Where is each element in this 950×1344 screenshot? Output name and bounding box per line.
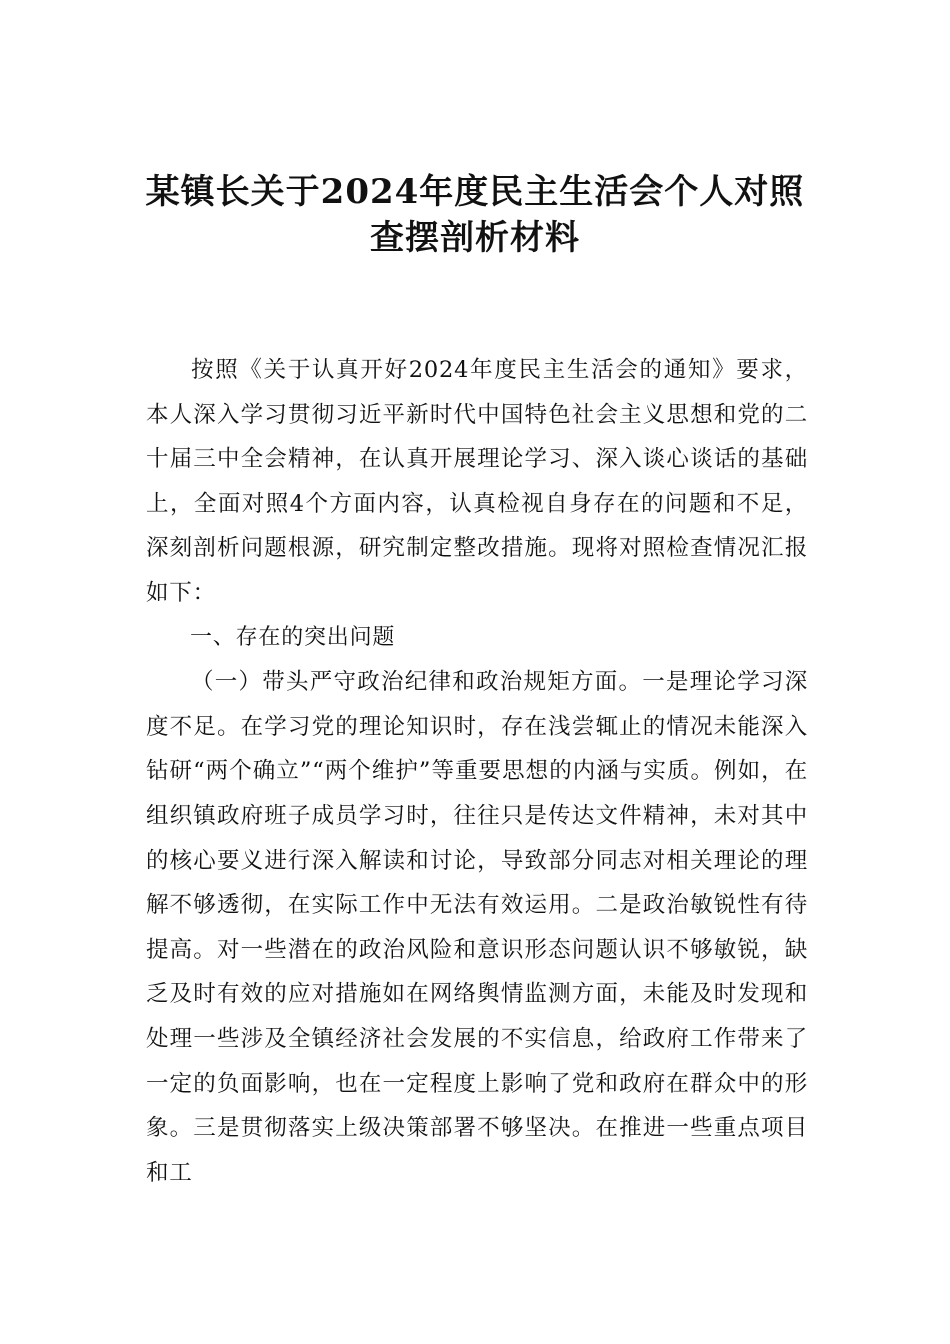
document-title-line1: 某镇长关于2024年度民主生活会个人对照 bbox=[145, 172, 805, 212]
document-title-line2: 查摆剖析材料 bbox=[370, 218, 580, 258]
section-heading: 一、存在的突出问题 bbox=[190, 624, 396, 650]
document-body bbox=[146, 348, 808, 1195]
section-paragraph: （一）带头严守政治纪律和政治规矩方面。一是理论学习深度不足。在学习党的理论知识时，存在浅尝辄止的情况未能深入钻研“两个确立”“两个维护”等重要思想的内涵与实质。例如，在组织镇政府班子成员学习时，往往只是传达文件精神，未对其中的核心要义进行深入解读和讨论，导致部分同志对相关理论的理解不够透彻，在实际工作中无法有效运用。二是政治敏锐性有待提高。对一些潜在的政治风险和意识形态问题认识不够敏锐，缺乏及时有效的应对措施如在网络舆情监测方面，未能及时发现和处理一些涉及全镇经济社会发展的不实信息，给政府工作带来了一定的负面影响，也在一定程度上影响了党和政府在群众中的形象。三是贯彻落实上级决策部署不够坚决。在推进一些重点项目和工 bbox=[146, 669, 808, 1186]
intro-paragraph: 按照《关于认真开好2024年度民主生活会的通知》要求，本人深入学习贯彻习近平新时代中国特色社会主义思想和党的二十届三中全会精神，在认真开展理论学习、深入谈心谈话的基础上，全面对照4个方面内容，认真检视自身存在的问题和不足，深刻剖析问题根源，研究制定整改措施。现将对照检查情况汇报如下： bbox=[146, 357, 808, 606]
